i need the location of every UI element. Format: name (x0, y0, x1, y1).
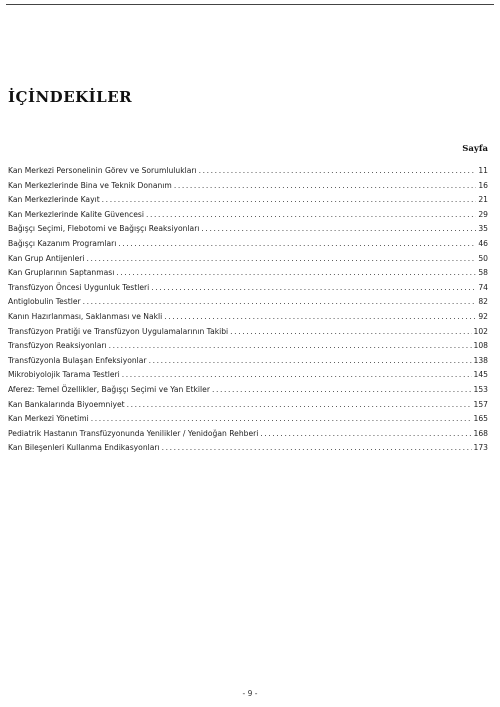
toc-entry-page: 153 (473, 384, 488, 394)
page-title: İÇİNDEKİLER (8, 88, 133, 107)
toc-entry[interactable] (8, 412, 488, 427)
toc-entry[interactable] (8, 222, 488, 237)
toc-entry-title: Kan Merkezi Personelinin Görev ve Sorumlulukları (8, 166, 197, 175)
toc-entry-page: 82 (478, 297, 488, 307)
toc-entry-page: 35 (478, 224, 488, 234)
toc-entry[interactable] (8, 281, 488, 296)
toc-entry-title: Kan Grup Antijenleri (8, 253, 85, 263)
dot-leader (146, 208, 476, 223)
toc-entry-title: Bağışçı Seçimi, Flebotomi ve Bağışçı Reaksiyonları (8, 224, 200, 234)
page-column-label: Sayfa (462, 144, 488, 154)
toc-entry[interactable] (8, 398, 488, 413)
toc-entry-title: Bağışçı Kazanım Programları (8, 238, 117, 248)
dot-leader (122, 368, 472, 383)
toc-entry[interactable] (8, 179, 488, 194)
toc-entry-title: Kan Merkezlerinde Kalite Güvencesi (8, 209, 144, 219)
toc-entry[interactable] (8, 252, 488, 267)
toc-entry-title: Kan Merkezlerinde Kayıt (8, 195, 100, 205)
toc-entry-page: 21 (478, 195, 488, 205)
toc-entry-title: Kan Bankalarında Biyoemniyet (8, 399, 125, 409)
toc-entry[interactable] (8, 266, 488, 281)
toc-entry[interactable] (8, 441, 488, 456)
toc-entry[interactable] (8, 193, 488, 208)
dot-leader (151, 281, 476, 296)
toc-entry-title: Kanın Hazırlanması, Saklanması ve Nakli (8, 311, 163, 321)
toc-entry-page: 157 (473, 399, 488, 409)
toc-entry-page: 74 (478, 282, 488, 292)
toc-entry-page: 145 (473, 370, 488, 380)
dot-leader (212, 383, 472, 398)
dot-leader (118, 237, 476, 252)
toc-entry-title: Aferez: Temel Özellikler, Bağışçı Seçimi ve Yan Etkiler (8, 384, 210, 394)
toc-entry-title: Kan Merkezi Yönetimi (8, 414, 89, 424)
toc-entry-title: Transfüzyonla Bulaşan Enfeksiyonlar (8, 355, 147, 365)
toc-entry[interactable] (8, 164, 488, 179)
dot-leader (91, 412, 472, 427)
toc-entry-page: 29 (478, 209, 488, 219)
top-rule (6, 4, 494, 5)
toc-entry-title: Kan Bileşenleri Kullanma Endikasyonları (8, 443, 160, 453)
toc-entry[interactable] (8, 295, 488, 310)
toc-entry[interactable] (8, 427, 488, 442)
toc-entry-title: Pediatrik Hastanın Transfüzyonunda Yenilikler / Yenidoğan Rehberi (8, 428, 259, 438)
toc-entry-page: 138 (473, 355, 488, 365)
toc-entry[interactable] (8, 339, 488, 354)
toc-entry-title: Transfüzyon Pratiği ve Transfüzyon Uygulamalarının Takibi (8, 326, 229, 336)
toc-entry[interactable] (8, 368, 488, 383)
toc-entry-title: Kan Gruplarının Saptanması (8, 268, 115, 278)
toc-entry-page: 102 (473, 326, 488, 336)
toc-entry-page: 16 (478, 180, 488, 190)
dot-leader (164, 310, 476, 325)
toc-entry-page: 58 (478, 268, 488, 278)
dot-leader (102, 193, 477, 208)
dot-leader (109, 339, 472, 354)
toc-entry-title: Mikrobiyolojik Tarama Testleri (8, 370, 120, 380)
toc-entry-page: 50 (478, 253, 488, 263)
table-of-contents (8, 164, 488, 456)
toc-entry[interactable] (8, 310, 488, 325)
toc-entry[interactable] (8, 325, 488, 340)
toc-entry-title: Transfüzyon Öncesi Uygunluk Testleri (8, 282, 150, 292)
dot-leader (83, 295, 477, 310)
dot-leader (174, 179, 477, 194)
toc-entry-title: Kan Merkezlerinde Bina ve Teknik Donanım (8, 180, 172, 190)
dot-leader (201, 222, 476, 237)
toc-entry-page: 92 (478, 311, 488, 321)
toc-entry-page: 108 (473, 341, 488, 351)
dot-leader (260, 427, 471, 442)
toc-entry-page: 165 (473, 414, 488, 424)
toc-entry-page: 46 (478, 238, 488, 248)
dot-leader (230, 325, 471, 340)
toc-entry-page: 11 (478, 166, 488, 175)
toc-entry[interactable] (8, 208, 488, 223)
toc-entry-page: 168 (473, 428, 488, 438)
toc-entry-page: 173 (473, 443, 488, 453)
dot-leader (199, 164, 477, 179)
toc-entry[interactable] (8, 354, 488, 369)
dot-leader (86, 252, 476, 267)
toc-entry[interactable] (8, 383, 488, 398)
dot-leader (116, 266, 476, 281)
toc-entry-title: Antiglobulin Testler (8, 297, 81, 307)
dot-leader (149, 354, 472, 369)
dot-leader (162, 441, 472, 456)
toc-entry[interactable] (8, 237, 488, 252)
toc-entry-title: Transfüzyon Reaksiyonları (8, 341, 107, 351)
dot-leader (127, 398, 472, 413)
footer-page-number: - 9 - (242, 689, 258, 698)
